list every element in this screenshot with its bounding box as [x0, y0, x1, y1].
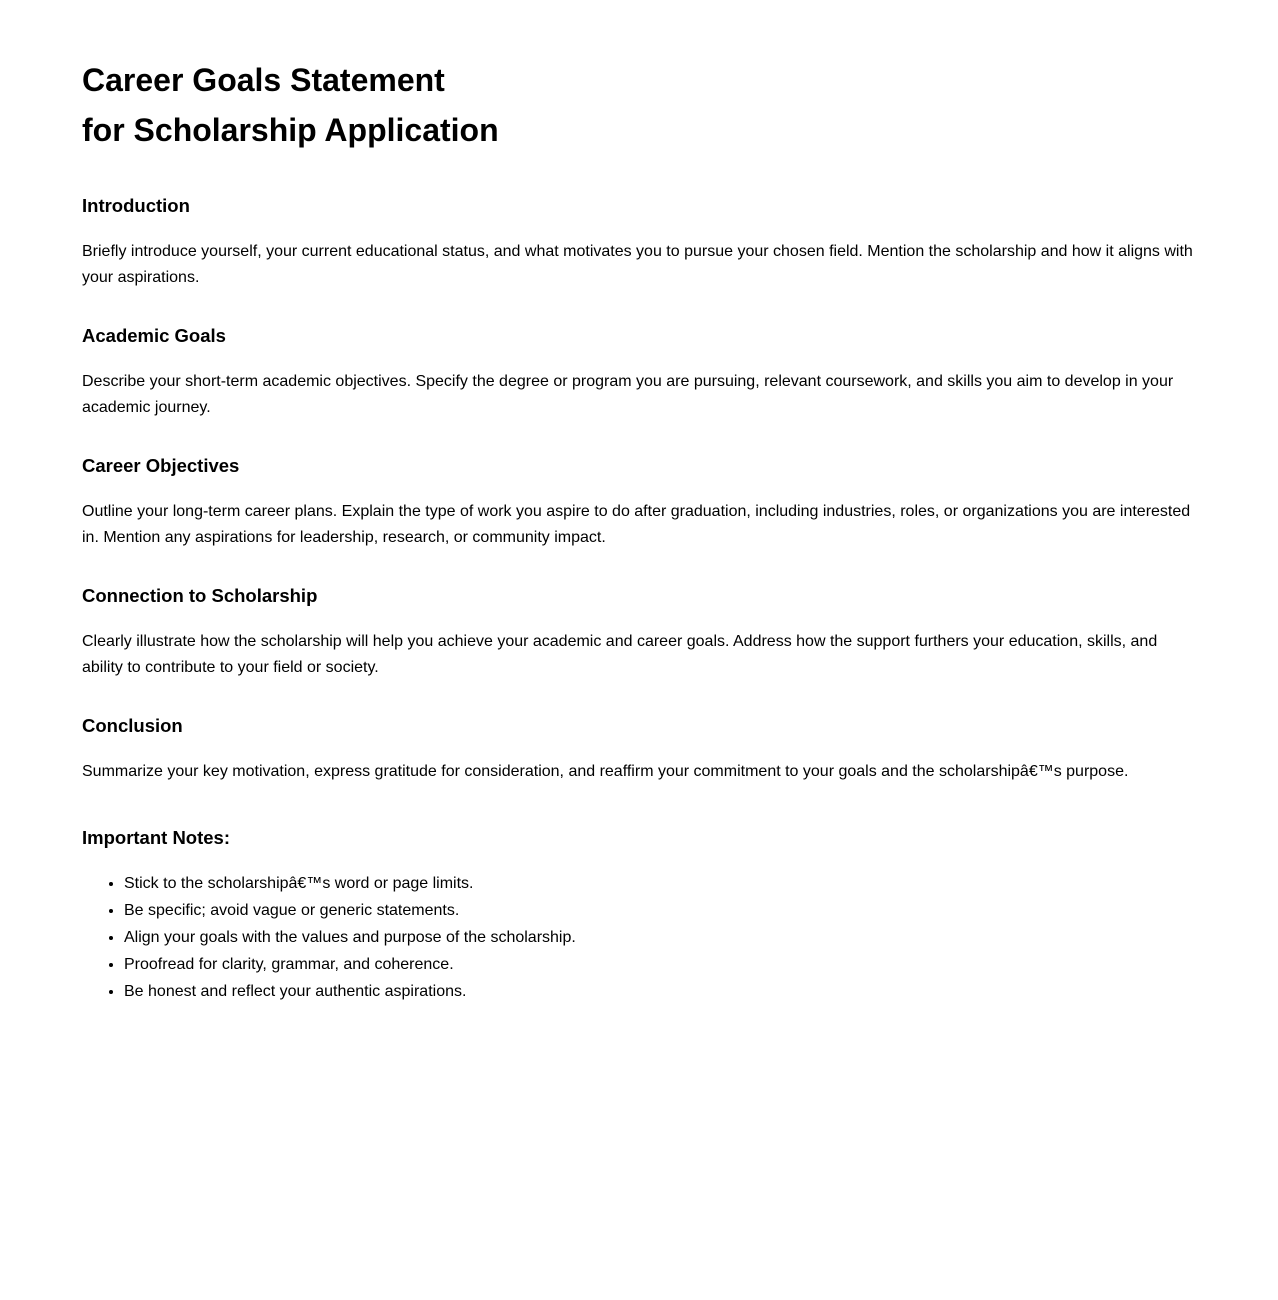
important-notes-item: • Be honest and reflect your authentic aspirations. — [124, 979, 1196, 1005]
document-title-line-2: for Scholarship Application — [82, 112, 499, 148]
important-notes-item: • Be specific; avoid vague or generic statements. — [124, 898, 1196, 924]
document-title-line-1: Career Goals Statement — [82, 62, 445, 98]
important-notes-list — [82, 871, 1196, 1005]
section-connection-to-scholarship — [82, 585, 1196, 681]
section-paragraph-academic-goals: Describe your short-term academic objectives. Specify the degree or program you are pursuing, relevant coursework, and skills you aim to develop in your academic journey. — [82, 373, 1174, 416]
important-notes-item: • Stick to the scholarshipâ€™s word or page limits. — [124, 871, 1196, 897]
section-conclusion — [82, 715, 1196, 785]
section-important-notes — [82, 827, 1196, 1005]
section-paragraph-conclusion: Summarize your key motivation, express gratitude for consideration, and reaffirm your commitment to your goals and the scholarshipâ€™s purpose. — [82, 763, 1129, 780]
important-notes-item: • Align your goals with the values and purpose of the scholarship. — [124, 925, 1196, 951]
section-heading-connection-to-scholarship: Connection to Scholarship — [82, 585, 318, 606]
section-paragraph-career-objectives: Outline your long-term career plans. Explain the type of work you aspire to do after graduation, including industries, roles, or organizations you are interested in. Mention any aspirations for leadership, research, or community impact. — [82, 503, 1191, 546]
section-heading-career-objectives: Career Objectives — [82, 455, 240, 476]
section-heading-conclusion: Conclusion — [82, 715, 183, 736]
section-paragraph-connection-to-scholarship: Clearly illustrate how the scholarship will help you achieve your academic and career goals. Address how the support furthers your education, skills, and ability to contribute to your field or society. — [82, 633, 1158, 676]
section-heading-introduction: Introduction — [82, 195, 190, 216]
important-notes-item: • Proofread for clarity, grammar, and coherence. — [124, 952, 1196, 978]
section-career-objectives — [82, 455, 1196, 551]
section-introduction — [82, 195, 1196, 291]
section-heading-academic-goals: Academic Goals — [82, 325, 226, 346]
section-paragraph-introduction: Briefly introduce yourself, your current educational status, and what motivates you to pursue your chosen field. Mention the scholarship and how it aligns with your aspirations. — [82, 243, 1193, 286]
document-title — [82, 55, 1196, 155]
section-heading-important-notes: Important Notes: — [82, 827, 230, 848]
section-academic-goals — [82, 325, 1196, 421]
